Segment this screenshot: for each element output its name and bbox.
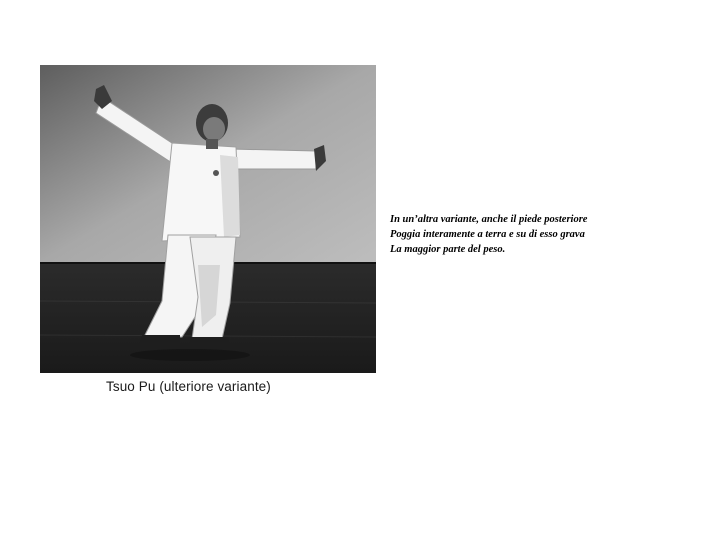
tai-chi-photo bbox=[40, 65, 376, 373]
description-line: La maggior parte del peso. bbox=[390, 244, 506, 255]
description-line: Poggia interamente a terra e su di esso grava bbox=[390, 229, 585, 240]
description-line: In un’altra variante, anche il piede posteriore bbox=[390, 214, 588, 225]
description-text bbox=[390, 212, 710, 257]
figure-caption: Tsuo Pu (ulteriore variante) bbox=[106, 379, 271, 394]
